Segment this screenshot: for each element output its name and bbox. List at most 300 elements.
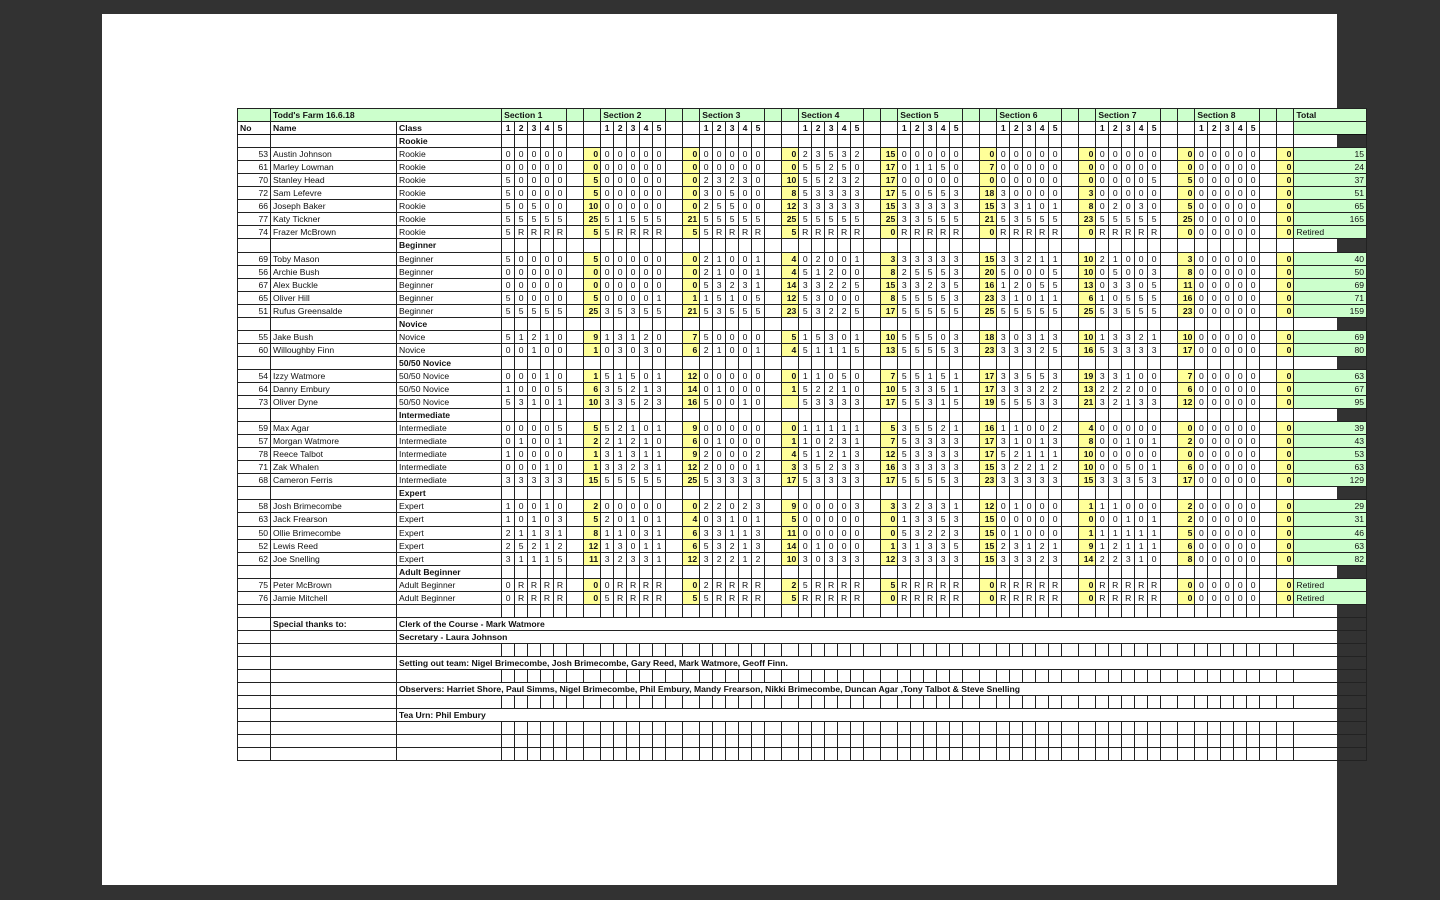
blank-cell (1221, 239, 1234, 252)
blank-cell (864, 213, 881, 226)
blank-cell (1062, 174, 1079, 187)
blank-cell (528, 643, 541, 656)
lap-score: 0 (528, 500, 541, 513)
lap-score: 3 (1148, 343, 1161, 356)
lap-score: 0 (1109, 174, 1122, 187)
lap-score: 1 (739, 396, 752, 409)
category-row (238, 487, 1367, 500)
section-subtotal: 16 (881, 461, 898, 474)
lap-score: 0 (1208, 330, 1221, 343)
blank-cell (864, 604, 881, 617)
blank-cell (683, 748, 700, 761)
lap-score: 5 (924, 330, 937, 343)
section-subtotal: 6 (1178, 539, 1195, 552)
lap-score: 0 (640, 291, 653, 304)
lap-score: 0 (1208, 500, 1221, 513)
section-subtotal: 16 (1178, 291, 1195, 304)
lap-score: 1 (1148, 435, 1161, 448)
blank-cell (541, 670, 554, 683)
lap-score: 5 (1135, 213, 1148, 226)
rider-number: 76 (238, 591, 271, 604)
blank-cell (864, 122, 881, 135)
lap-score: 2 (1010, 278, 1023, 291)
blank-cell (963, 670, 980, 683)
section-subtotal: 0 (1277, 369, 1294, 382)
blank-cell (782, 317, 799, 330)
blank-cell (864, 474, 881, 487)
lap-score: 1 (1096, 526, 1109, 539)
lap-score: 1 (1010, 422, 1023, 435)
lap-score: 0 (1234, 578, 1247, 591)
lap-score: 1 (1109, 252, 1122, 265)
blank-cell (1260, 161, 1277, 174)
lap-score: 0 (726, 330, 739, 343)
blank-cell (864, 643, 881, 656)
rider-total: 71 (1294, 291, 1367, 304)
lap-score: 5 (997, 396, 1010, 409)
blank-cell (666, 252, 683, 265)
lap-score: 0 (1221, 461, 1234, 474)
lap-score: 1 (997, 278, 1010, 291)
thanks-label: Special thanks to: (271, 617, 397, 630)
lap-score: 0 (851, 513, 864, 526)
lap-score: 0 (1208, 461, 1221, 474)
section-subtotal: 15 (980, 526, 997, 539)
lap-score: R (937, 226, 950, 239)
lap-score: 1 (502, 448, 515, 461)
blank-cell (1178, 670, 1195, 683)
blank-cell (515, 643, 528, 656)
blank-cell (238, 356, 271, 369)
blank-cell (1109, 239, 1122, 252)
lap-score: 0 (825, 539, 838, 552)
lap-score: 0 (502, 435, 515, 448)
lap-score: 0 (541, 278, 554, 291)
lap-score: 3 (713, 278, 726, 291)
lap-number: 1 (502, 122, 515, 135)
rider-number: 71 (238, 461, 271, 474)
blank-cell (553, 748, 566, 761)
blank-cell (666, 109, 683, 122)
blank-cell (238, 683, 271, 696)
lap-score: 3 (911, 200, 924, 213)
lap-score: 0 (1036, 422, 1049, 435)
blank-cell (1079, 643, 1096, 656)
lap-score: 0 (1023, 291, 1036, 304)
lap-score: 1 (812, 265, 825, 278)
blank-cell (864, 513, 881, 526)
section-subtotal: 10 (584, 200, 601, 213)
section-subtotal: 21 (1079, 396, 1096, 409)
lap-score: 1 (541, 369, 554, 382)
lap-score: R (1135, 226, 1148, 239)
blank-cell (911, 135, 924, 148)
lap-score: 0 (812, 435, 825, 448)
blank-cell (1161, 148, 1178, 161)
lap-score: 1 (851, 435, 864, 448)
section-subtotal: 3 (1079, 187, 1096, 200)
lap-score: 0 (1096, 148, 1109, 161)
blank-cell (963, 604, 980, 617)
lap-score: 0 (1234, 422, 1247, 435)
lap-score: 3 (911, 435, 924, 448)
blank-cell (553, 696, 566, 709)
lap-score: 2 (825, 265, 838, 278)
lap-score: 5 (1096, 304, 1109, 317)
lap-score: 0 (739, 265, 752, 278)
blank-cell (666, 317, 683, 330)
lap-score: 0 (1148, 187, 1161, 200)
section-subtotal: 0 (683, 252, 700, 265)
lap-score: 0 (1023, 174, 1036, 187)
blank-cell (1260, 174, 1277, 187)
lap-score: 5 (1023, 396, 1036, 409)
lap-score: 0 (1023, 161, 1036, 174)
blank-cell (765, 369, 782, 382)
rider-name: Rufus Greensalde (271, 304, 397, 317)
blank-cell (911, 317, 924, 330)
blank-cell (1062, 526, 1079, 539)
blank-cell (566, 109, 583, 122)
lap-score: 0 (1247, 513, 1260, 526)
section-subtotal: 5 (584, 252, 601, 265)
blank-cell (515, 487, 528, 500)
lap-score: 0 (1122, 161, 1135, 174)
blank-cell (1135, 643, 1148, 656)
blank-cell (666, 604, 683, 617)
blank-cell (1135, 487, 1148, 500)
lap-score: 0 (1234, 396, 1247, 409)
rider-total: 43 (1294, 435, 1367, 448)
blank-cell (683, 356, 700, 369)
blank-cell (627, 239, 640, 252)
lap-score: 3 (812, 200, 825, 213)
lap-score: 0 (713, 161, 726, 174)
blank-cell (726, 317, 739, 330)
lap-score: R (553, 578, 566, 591)
lap-score: 3 (851, 448, 864, 461)
blank-cell (1208, 748, 1221, 761)
lap-score: 0 (739, 161, 752, 174)
lap-score: 0 (502, 343, 515, 356)
blank-cell (997, 409, 1010, 422)
lap-score: 0 (627, 161, 640, 174)
blank-cell (782, 487, 799, 500)
lap-score: 3 (1049, 552, 1062, 565)
blank-cell (683, 122, 700, 135)
lap-score: 0 (838, 265, 851, 278)
section-subtotal: 0 (683, 278, 700, 291)
lap-score: 0 (515, 369, 528, 382)
lap-score: 1 (713, 265, 726, 278)
lap-score: 3 (838, 474, 851, 487)
blank-cell (924, 722, 937, 735)
blank-cell (1234, 722, 1247, 735)
blank-cell (666, 148, 683, 161)
blank-cell (881, 409, 898, 422)
lap-score: 0 (1109, 513, 1122, 526)
lap-score: 2 (627, 461, 640, 474)
lap-score: 3 (752, 526, 765, 539)
lap-score: 0 (502, 148, 515, 161)
lap-score: 0 (739, 148, 752, 161)
lap-score: 0 (1148, 148, 1161, 161)
lap-score: 3 (1023, 382, 1036, 395)
blank-cell (782, 122, 799, 135)
section-subtotal: 6 (683, 343, 700, 356)
lap-score: 0 (726, 161, 739, 174)
lap-score: 0 (713, 187, 726, 200)
lap-score: 0 (541, 200, 554, 213)
lap-score: 0 (1221, 343, 1234, 356)
lap-score: 0 (1036, 174, 1049, 187)
blank-cell (726, 696, 739, 709)
rider-total: 51 (1294, 187, 1367, 200)
blank-cell (1148, 643, 1161, 656)
section-subtotal: 0 (584, 578, 601, 591)
blank-cell (864, 369, 881, 382)
lap-score: 1 (541, 539, 554, 552)
lap-score: 0 (799, 526, 812, 539)
section-header: Section 5 (898, 109, 963, 122)
lap-score: 1 (1135, 526, 1148, 539)
blank-cell (1062, 552, 1079, 565)
blank-cell (1260, 670, 1277, 683)
blank-cell (553, 409, 566, 422)
blank-cell (566, 735, 583, 748)
table-row (238, 161, 1367, 174)
lap-score: 0 (640, 422, 653, 435)
lap-score: 0 (713, 369, 726, 382)
lap-score: 0 (1049, 174, 1062, 187)
lap-score: 1 (1010, 291, 1023, 304)
section-subtotal: 5 (584, 187, 601, 200)
blank-cell (713, 735, 726, 748)
blank-cell (1208, 643, 1221, 656)
lap-score: 1 (739, 552, 752, 565)
blank-cell (963, 578, 980, 591)
lap-score: 2 (700, 343, 713, 356)
rider-name: Zak Whalen (271, 461, 397, 474)
blank-cell (1036, 135, 1049, 148)
lap-score: 1 (726, 513, 739, 526)
lap-score: 0 (1234, 369, 1247, 382)
blank-cell (1049, 722, 1062, 735)
section-subtotal: 6 (1079, 291, 1096, 304)
lap-score: 0 (1247, 461, 1260, 474)
blank-cell (864, 526, 881, 539)
blank-cell (963, 343, 980, 356)
lap-score: 0 (627, 174, 640, 187)
lap-score: 2 (614, 422, 627, 435)
section-subtotal: 23 (980, 343, 997, 356)
section-subtotal: 0 (1178, 226, 1195, 239)
lap-score: 2 (924, 278, 937, 291)
blank-cell (963, 396, 980, 409)
blank-cell (1161, 513, 1178, 526)
section-header: Section 2 (601, 109, 666, 122)
lap-score: 0 (924, 174, 937, 187)
lap-score: 0 (502, 265, 515, 278)
lap-score: 3 (937, 278, 950, 291)
blank-cell (553, 356, 566, 369)
blank-cell (752, 670, 765, 683)
blank-cell (1096, 409, 1109, 422)
rider-total: 37 (1294, 174, 1367, 187)
lap-score: 0 (601, 265, 614, 278)
lap-score: 0 (553, 265, 566, 278)
lap-score: 3 (950, 252, 963, 265)
section-subtotal: 5 (1178, 174, 1195, 187)
blank-cell (726, 487, 739, 500)
blank-cell (1161, 252, 1178, 265)
blank-cell (700, 735, 713, 748)
blank-cell (1062, 252, 1079, 265)
blank-cell (566, 748, 583, 761)
blank-cell (1161, 291, 1178, 304)
lap-score: 2 (825, 382, 838, 395)
section-subtotal: 1 (1079, 500, 1096, 513)
lap-score: 3 (1010, 552, 1023, 565)
lap-score: 2 (528, 539, 541, 552)
blank-cell (1079, 487, 1096, 500)
blank-cell (898, 239, 911, 252)
lap-score: 5 (911, 330, 924, 343)
blank-cell (1079, 109, 1096, 122)
blank-cell (666, 291, 683, 304)
blank-cell (566, 696, 583, 709)
rider-number: 63 (238, 513, 271, 526)
rider-class: Rookie (396, 213, 501, 226)
blank-cell (963, 330, 980, 343)
blank-cell (1234, 239, 1247, 252)
lap-score: 2 (601, 435, 614, 448)
blank-cell (1277, 135, 1294, 148)
blank-cell (1221, 356, 1234, 369)
blank-cell (1260, 735, 1277, 748)
blank-cell (666, 396, 683, 409)
blank-cell (1277, 317, 1294, 330)
blank-cell (1208, 409, 1221, 422)
lap-score: 0 (799, 539, 812, 552)
blank-cell (1247, 409, 1260, 422)
section-subtotal: 0 (1079, 161, 1096, 174)
section-subtotal: 5 (782, 330, 799, 343)
lap-score: 5 (898, 396, 911, 409)
lap-score: 3 (937, 500, 950, 513)
lap-score: 5 (799, 187, 812, 200)
table-row (238, 526, 1367, 539)
blank-cell (825, 722, 838, 735)
section-subtotal: 6 (1178, 461, 1195, 474)
blank-cell (864, 226, 881, 239)
blank-cell (1062, 748, 1079, 761)
lap-score: 2 (726, 278, 739, 291)
blank-cell (980, 317, 997, 330)
lap-score: 2 (700, 252, 713, 265)
lap-score: 5 (812, 461, 825, 474)
lap-score: 5 (898, 291, 911, 304)
blank-cell (1079, 239, 1096, 252)
blank-cell (614, 487, 627, 500)
blank-cell (739, 487, 752, 500)
blank-cell (1148, 748, 1161, 761)
blank-cell (566, 539, 583, 552)
blank-cell (1036, 748, 1049, 761)
lap-score: 5 (502, 304, 515, 317)
blank-cell (950, 409, 963, 422)
lap-score: 2 (614, 552, 627, 565)
lap-score: 0 (1135, 382, 1148, 395)
rider-name: Jack Frearson (271, 513, 397, 526)
blank-cell (627, 670, 640, 683)
lap-score: 5 (898, 435, 911, 448)
blank-cell (1294, 696, 1367, 709)
blank-cell (515, 670, 528, 683)
lap-score: 5 (614, 474, 627, 487)
blank-cell (1161, 382, 1178, 395)
lap-score: 1 (950, 382, 963, 395)
blank-cell (528, 722, 541, 735)
lap-score: 5 (799, 382, 812, 395)
lap-score: 1 (713, 382, 726, 395)
lap-score: 0 (937, 174, 950, 187)
lap-score: 0 (1036, 500, 1049, 513)
lap-score: 0 (1221, 330, 1234, 343)
blank-cell (937, 409, 950, 422)
section-subtotal: 15 (980, 461, 997, 474)
blank-cell (864, 265, 881, 278)
blank-cell (1096, 565, 1109, 578)
blank-cell (614, 604, 627, 617)
lap-score: 1 (924, 161, 937, 174)
blank-cell (1260, 343, 1277, 356)
lap-score: 3 (924, 435, 937, 448)
blank-cell (1062, 226, 1079, 239)
blank-cell (1260, 409, 1277, 422)
lap-score: 2 (825, 304, 838, 317)
lap-score: 5 (653, 213, 666, 226)
blank-cell (1161, 748, 1178, 761)
credit-row (238, 630, 1367, 643)
lap-score: 0 (1036, 265, 1049, 278)
blank-cell (1122, 487, 1135, 500)
blank-cell (614, 317, 627, 330)
section-subtotal: 15 (881, 148, 898, 161)
table-row (238, 291, 1367, 304)
blank-cell (1260, 643, 1277, 656)
blank-cell (864, 343, 881, 356)
lap-score: 3 (911, 252, 924, 265)
blank-cell (238, 239, 271, 252)
lap-score: 5 (937, 513, 950, 526)
blank-cell (566, 422, 583, 435)
lap-score: 0 (541, 252, 554, 265)
table-row (238, 174, 1367, 187)
lap-score: 0 (1221, 278, 1234, 291)
section-subtotal: 0 (1277, 265, 1294, 278)
blank-cell (1023, 409, 1036, 422)
lap-score: 0 (1109, 291, 1122, 304)
lap-score: 0 (1247, 174, 1260, 187)
section-subtotal: 7 (881, 435, 898, 448)
blank-cell (584, 670, 601, 683)
blank-cell (739, 670, 752, 683)
blank-cell (864, 278, 881, 291)
lap-score: 0 (627, 500, 640, 513)
blank-cell (1260, 722, 1277, 735)
section-subtotal: 5 (683, 226, 700, 239)
